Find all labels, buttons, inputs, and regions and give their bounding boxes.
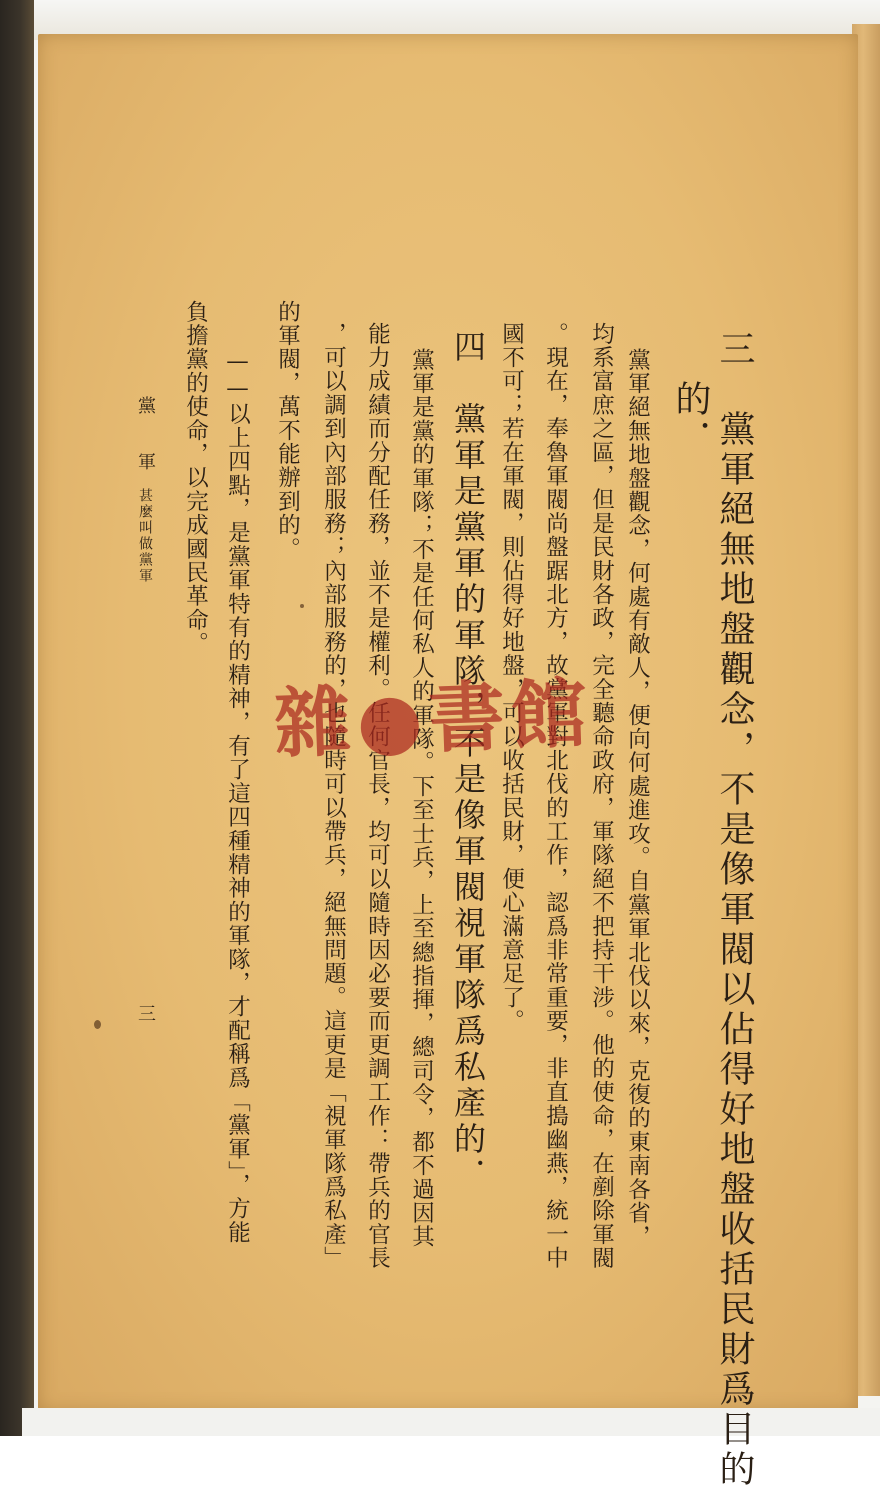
conclusion-line-1: ——以上四點，是黨軍特有的精神，有了這四種精神的軍隊，才配稱爲「黨軍」，方能 xyxy=(224,348,251,1245)
section3-body-line-4: 國不可；若在軍閥，則佔得好地盤，可以收括民財，便心滿意足了。 xyxy=(498,322,525,1033)
section3-heading: 三 黨軍絕無地盤觀念，不是像軍閥以佔得好地盤收括民財爲目的 xyxy=(714,330,755,1490)
section3-body-line-1: 黨軍絕無地盤觀念，何處有敵人，便向何處進攻。自黨軍北伐以來，克復的東南各省， xyxy=(624,348,651,1249)
paper-blemish xyxy=(94,1020,101,1029)
section4-body-line-1: 黨軍是黨的軍隊；不是任何私人的軍隊。下至士兵，上至總指揮，總司令，都不過因其 xyxy=(408,348,435,1249)
footer-book-title: 黨 軍 xyxy=(135,396,156,480)
library-stamp: 雜●書館 xyxy=(272,668,595,769)
section3-body-line-2: 均系富庶之區，但是民財各政，完全聽命政府，軍隊絕不把持干涉。他的使命，在剷除軍閥 xyxy=(588,322,615,1270)
book-spine-edge xyxy=(0,0,34,1436)
page-number: 三 xyxy=(135,1004,156,1026)
footer-chapter-title: 甚麼叫做黨軍 xyxy=(137,488,153,584)
conclusion-line-2: 負擔黨的使命，以完成國民革命。 xyxy=(182,300,209,656)
section4-body-line-4: 的軍閥，萬不能辦到的。 xyxy=(274,300,301,561)
section4-body-line-2: 能力成績而分配任務，並不是權利。任何官長，均可以隨時因必要而更調工作：帶兵的官長 xyxy=(364,322,391,1270)
section3-body-line-3: 。現在，奉魯軍閥尚盤踞北方，故黨軍對北伐的工作，認爲非常重要，非直搗幽燕，統一中 xyxy=(542,322,569,1270)
section3-heading-end: 的． xyxy=(670,380,711,460)
paper-blemish xyxy=(300,604,304,608)
section4-body-line-3: ，可以調到內部服務；內部服務的，也隨時可以帶兵，絕無問題。這更是「視軍隊爲私產」 xyxy=(320,322,347,1270)
section4-heading: 四 黨軍是黨軍的軍隊，不是像軍閥視軍隊爲私產的． xyxy=(449,330,487,1194)
